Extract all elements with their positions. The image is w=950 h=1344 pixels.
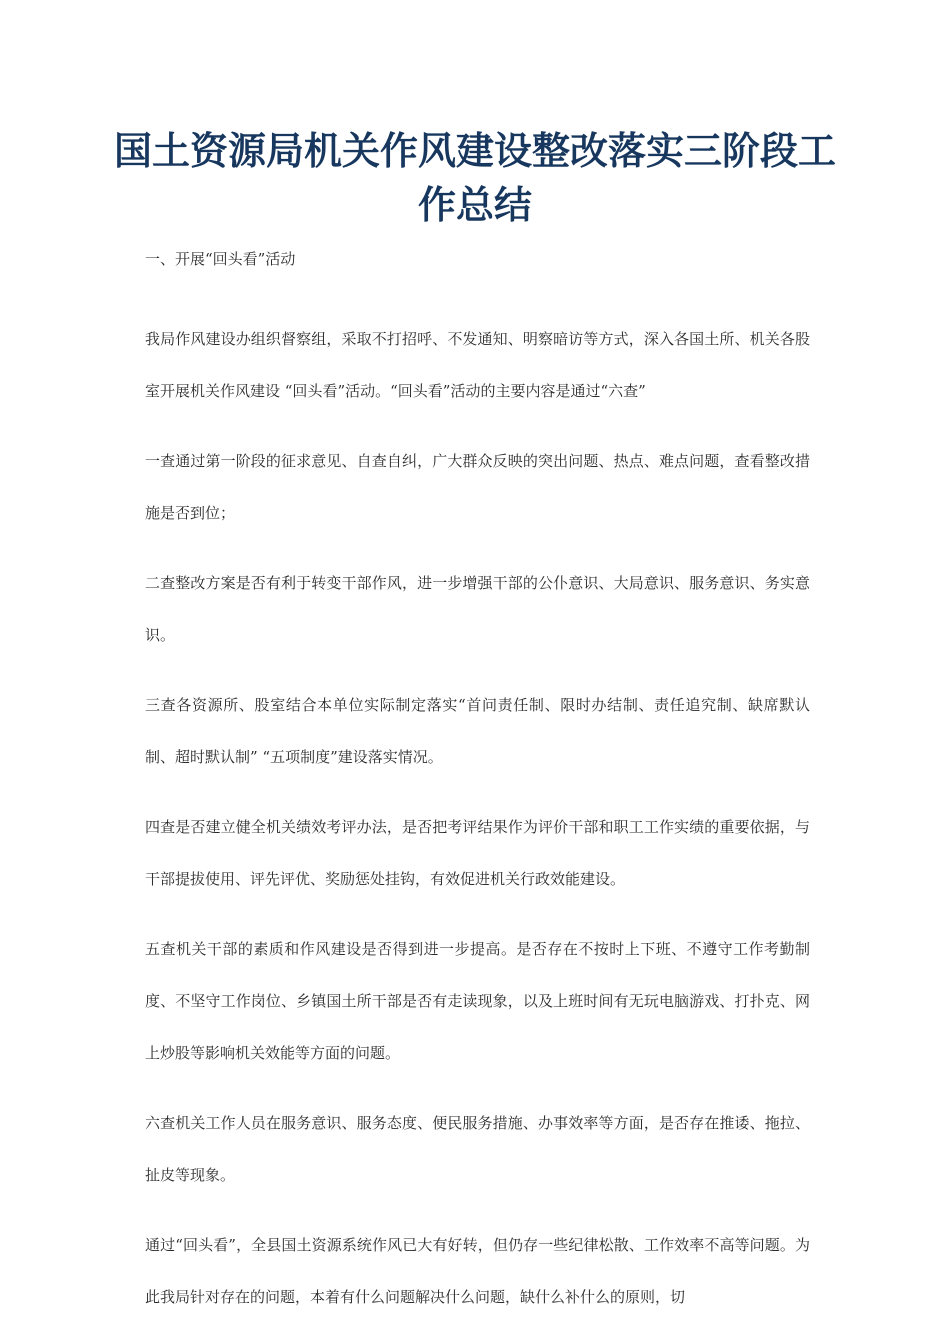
paragraph: 通过“回头看”，全县国土资源系统作风已大有好转，但仍存一些纪律松散、工作效率不高等问题。为此我局针对存在的问题，本着有什么问题解决什么问题，缺什么补什么的原则，切	[145, 1236, 810, 1306]
paragraph: 一查通过第一阶段的征求意见、自查自纠，广大群众反映的突出问题、热点、难点问题，查看整改措施是否到位；	[145, 452, 810, 522]
paragraph: 我局作风建设办组织督察组，采取不打招呼、不发通知、明察暗访等方式，深入各国土所、机关各股室开展机关作风建设 “回头看”活动。“回头看”活动的主要内容是通过“六查”	[145, 330, 810, 400]
document-body	[145, 247, 810, 1341]
paragraph: 三查各资源所、股室结合本单位实际制定落实“首问责任制、限时办结制、责任追究制、缺席默认制、超时默认制” “五项制度”建设落实情况。	[145, 696, 810, 766]
paragraph: 四查是否建立健全机关绩效考评办法，是否把考评结果作为评价干部和职工工作实绩的重要依据，与干部提拔使用、评先评优、奖励惩处挂钩，有效促进机关行政效能建设。	[145, 818, 810, 888]
paragraph: 二查整改方案是否有利于转变干部作风，进一步增强干部的公仆意识、大局意识、服务意识、务实意识。	[145, 574, 810, 644]
section-heading: 一、开展“回头看”活动	[145, 250, 296, 268]
document-title: 国土资源局机关作风建设整改落实三阶段工作总结	[113, 128, 836, 227]
paragraph: 五查机关干部的素质和作风建设是否得到进一步提高。是否存在不按时上下班、不遵守工作考勤制度、不坚守工作岗位、乡镇国土所干部是否有走读现象，以及上班时间有无玩电脑游戏、打扑克、网上炒股等影响机关效能等方面的问题。	[145, 940, 810, 1062]
paragraph: 六查机关工作人员在服务意识、服务态度、便民服务措施、办事效率等方面，是否存在推诿、拖拉、扯皮等现象。	[145, 1114, 810, 1184]
